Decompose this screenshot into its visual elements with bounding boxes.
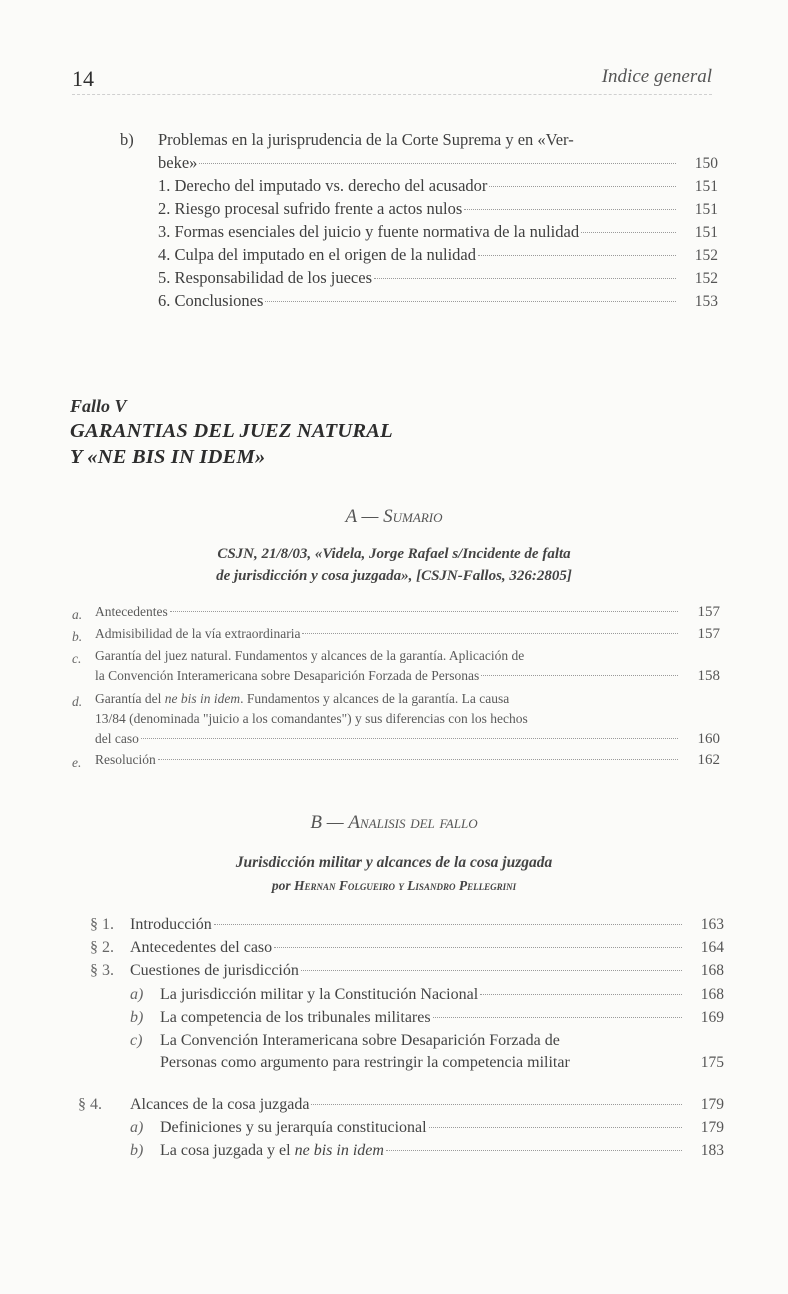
- page-ref: 179: [700, 1119, 724, 1136]
- toc-entry[interactable]: [95, 731, 720, 748]
- header-rule: [72, 94, 712, 95]
- toc-entry-text: Antecedentes del caso: [130, 939, 273, 956]
- item-label: c.: [72, 651, 82, 666]
- toc-entry[interactable]: [158, 291, 718, 311]
- toc-entry-text: Garantía del ne bis in idem. Fundamentos y alcances de la garantía. La causa: [95, 691, 510, 706]
- section-symbol: § 2.: [90, 939, 114, 956]
- page-ref: 158: [697, 668, 720, 684]
- case-citation-line1: CSJN, 21/8/03, «Videla, Jorge Rafael s/Incidente de falta: [217, 546, 571, 562]
- toc-entry[interactable]: [158, 222, 718, 242]
- byline-authors: Hernan Folgueiro y Lisandro Pellegrini: [294, 878, 517, 893]
- toc-entry[interactable]: [158, 268, 718, 288]
- toc-entry[interactable]: [95, 668, 720, 685]
- toc-entry-text: del caso: [95, 731, 139, 746]
- byline-por: por: [271, 878, 291, 893]
- page-ref: 183: [700, 1142, 724, 1159]
- section-heading-word: Analisis del fallo: [348, 812, 478, 833]
- leader-dots: [301, 970, 682, 971]
- toc-entry[interactable]: [95, 752, 720, 769]
- running-title: Indice general: [601, 66, 712, 87]
- toc-entry-text-plain: La cosa juzgada y el: [160, 1142, 291, 1159]
- item-label: b.: [72, 629, 83, 644]
- section-symbol: § 4.: [78, 1096, 102, 1113]
- toc-entry[interactable]: [95, 626, 720, 643]
- page-ref: 168: [700, 986, 724, 1003]
- page-number: 14: [72, 66, 94, 91]
- page-ref: 162: [697, 752, 720, 768]
- fallo-title-line1: GARANTIAS DEL JUEZ NATURAL: [70, 420, 393, 442]
- leader-dots: [214, 924, 682, 925]
- case-citation-line2: de jurisdicción y cosa juzgada», [CSJN-Fallos, 326:2805]: [216, 568, 572, 584]
- toc-entry-text-italic: ne bis in idem: [294, 1142, 384, 1159]
- toc-entry[interactable]: [130, 962, 724, 980]
- leader-dots: [274, 947, 682, 948]
- toc-entry-text: beke»: [158, 153, 198, 172]
- toc-entry[interactable]: [158, 153, 718, 173]
- leader-dots: [302, 633, 678, 634]
- page-ref: 151: [694, 178, 718, 195]
- leader-dots: [464, 209, 676, 210]
- toc-entry[interactable]: [95, 604, 720, 621]
- toc-entry[interactable]: [130, 1096, 724, 1114]
- toc-entry-text: Antecedentes: [95, 604, 168, 619]
- section-symbol: § 1.: [90, 916, 114, 933]
- leader-dots: [374, 278, 676, 279]
- leader-dots: [265, 301, 676, 302]
- toc-entry-text: La jurisdicción militar y la Constitución Nacional: [160, 986, 479, 1003]
- page-ref: 157: [697, 604, 720, 620]
- toc-entry-text: La competencia de los tribunales militares: [160, 1009, 431, 1026]
- toc-entry-text: la Convención Interamericana sobre Desaparición Forzada de Personas: [95, 668, 480, 683]
- page-ref: 151: [694, 201, 718, 218]
- leader-dots: [480, 994, 682, 995]
- sub-label: b): [130, 1142, 144, 1159]
- item-label: a.: [72, 607, 83, 622]
- fallo-title-line2: Y «NE BIS IN IDEM»: [70, 446, 266, 468]
- leader-dots: [386, 1150, 682, 1151]
- item-label: d.: [72, 694, 83, 709]
- toc-entry-title: Problemas en la jurisprudencia de la Corte Suprema y en «Ver-: [158, 130, 574, 149]
- toc-entry-text: Definiciones y su jerarquía constitucional: [160, 1119, 427, 1136]
- leader-dots: [141, 738, 678, 739]
- leader-dots: [481, 675, 678, 676]
- toc-entry-text: Cuestiones de jurisdicción: [130, 962, 299, 979]
- toc-entry-text: 5. Responsabilidad de los jueces: [158, 268, 373, 287]
- toc-entry[interactable]: [130, 939, 724, 957]
- toc-entry[interactable]: [160, 1142, 724, 1160]
- section-heading-sumario: [0, 506, 788, 528]
- toc-entry[interactable]: [158, 245, 718, 265]
- page-ref: 163: [700, 916, 724, 933]
- toc-entry[interactable]: [160, 1119, 724, 1137]
- toc-entry-text: [160, 1142, 384, 1160]
- page-ref: 152: [694, 247, 718, 264]
- page-ref: 179: [700, 1096, 724, 1113]
- page-ref: 152: [694, 270, 718, 287]
- item-label: e.: [72, 755, 82, 770]
- leader-dots: [311, 1104, 682, 1105]
- page-ref: 160: [697, 731, 720, 747]
- leader-dots: [581, 232, 676, 233]
- toc-entry-text: Resolución: [95, 752, 156, 767]
- leader-dots: [489, 186, 676, 187]
- leader-dots: [429, 1127, 682, 1128]
- toc-entry-text: 6. Conclusiones: [158, 291, 264, 310]
- toc-entry-text: Garantía del juez natural. Fundamentos y alcances de la garantía. Aplicación de: [95, 648, 525, 663]
- toc-entry[interactable]: [160, 986, 724, 1004]
- section-heading-letter: B —: [310, 812, 344, 833]
- page-ref: 153: [694, 293, 718, 310]
- sub-label: a): [130, 986, 144, 1003]
- byline: [0, 878, 788, 894]
- page-ref: 151: [694, 224, 718, 241]
- section-symbol: § 3.: [90, 962, 114, 979]
- toc-entry-text: Personas como argumento para restringir la competencia militar: [160, 1054, 570, 1071]
- toc-entry-text: 2. Riesgo procesal sufrido frente a actos nulos: [158, 199, 463, 218]
- leader-dots: [433, 1017, 682, 1018]
- leader-dots: [478, 255, 676, 256]
- toc-entry[interactable]: [130, 916, 724, 934]
- toc-entry-text: La Convención Interamericana sobre Desaparición Forzada de: [160, 1032, 560, 1049]
- sub-label: a): [130, 1119, 144, 1136]
- toc-entry-text: Introducción: [130, 916, 212, 933]
- toc-entry-text: Alcances de la cosa juzgada: [130, 1096, 310, 1113]
- page-ref: 150: [694, 155, 718, 172]
- toc-label: b): [120, 130, 134, 149]
- section-heading-analisis: [0, 812, 788, 834]
- sub-label: b): [130, 1009, 144, 1026]
- page-ref: 169: [700, 1009, 724, 1026]
- analysis-subtitle: Jurisdicción militar y alcances de la cosa juzgada: [235, 854, 553, 871]
- toc-entry[interactable]: [158, 176, 718, 196]
- toc-entry-text: 13/84 (denominada "juicio a los comandantes") y sus diferencias con los hechos: [95, 711, 528, 726]
- page-ref: 157: [697, 626, 720, 642]
- fallo-label: Fallo V: [70, 396, 127, 416]
- toc-entry-text: Admisibilidad de la vía extraordinaria: [95, 626, 301, 641]
- toc-entry[interactable]: [160, 1054, 724, 1072]
- toc-entry[interactable]: [158, 199, 718, 219]
- toc-entry-text: 1. Derecho del imputado vs. derecho del acusador: [158, 176, 488, 195]
- page-ref: 175: [700, 1054, 724, 1071]
- toc-entry-text: 4. Culpa del imputado en el origen de la nulidad: [158, 245, 477, 264]
- toc-entry[interactable]: [160, 1009, 724, 1027]
- sub-label: c): [130, 1032, 143, 1049]
- page-ref: 168: [700, 962, 724, 979]
- page-ref: 164: [700, 939, 724, 956]
- section-heading-word: Sumario: [383, 506, 443, 527]
- leader-dots: [170, 611, 678, 612]
- toc-entry-text: 3. Formas esenciales del juicio y fuente normativa de la nulidad: [158, 222, 580, 241]
- leader-dots: [199, 163, 676, 164]
- leader-dots: [158, 759, 678, 760]
- section-heading-letter: A —: [345, 506, 379, 527]
